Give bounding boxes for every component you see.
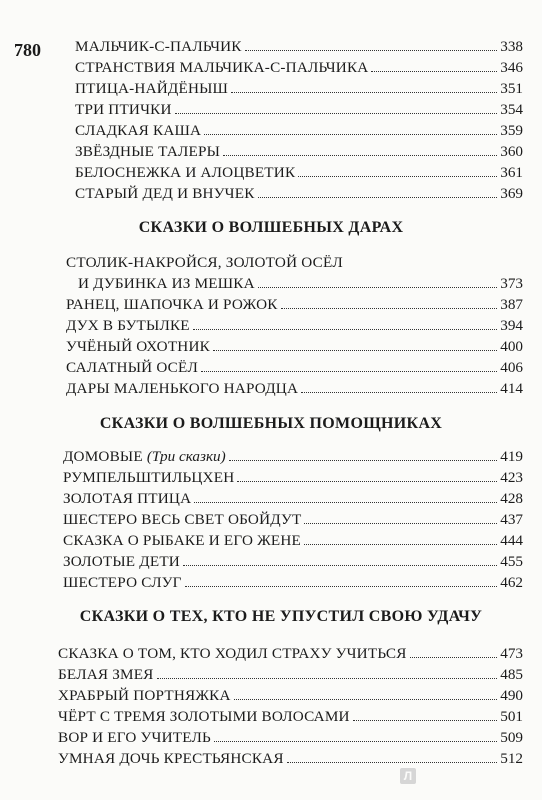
entry-title: ДОМОВЫЕ [63,448,143,465]
toc-entry [58,749,523,768]
entry-note: (Три сказки) [146,448,226,465]
toc-entry [58,644,523,663]
dot-leader [213,350,497,351]
entry-page-number: 462 [500,574,523,591]
entry-title: СЛАДКАЯ КАША [75,122,202,139]
entry-page-number: 444 [500,532,523,549]
dot-leader [258,287,497,288]
toc-entry [63,447,523,466]
dot-leader [353,720,498,721]
entry-title: ХРАБРЫЙ ПОРТНЯЖКА [58,687,231,704]
entry-title: САЛАТНЫЙ ОСЁЛ [66,359,198,376]
entry-title: ПТИЦА-НАЙДЁНЫШ [75,80,229,97]
toc-entry [66,358,523,377]
entry-title: ЧЁРТ С ТРЕМЯ ЗОЛОТЫМИ ВОЛОСАМИ [58,708,350,725]
toc-entry [58,686,523,705]
dot-leader [371,71,497,72]
dot-leader [245,50,498,51]
dot-leader [229,460,498,461]
toc-entry [66,379,523,398]
dot-leader [237,481,497,482]
dot-leader [223,155,497,156]
entry-title: СТАРЫЙ ДЕД И ВНУЧЕК [75,185,255,202]
page-number: 780 [14,40,41,60]
toc-entry [63,531,523,550]
toc-entry [75,121,523,140]
entry-page-number: 387 [500,296,523,313]
toc-entry [58,707,523,726]
dot-leader [194,502,497,503]
toc-entry [63,489,523,508]
dot-leader [214,741,497,742]
entry-title: ЗВЁЗДНЫЕ ТАЛЕРЫ [75,143,221,160]
entry-title: БЕЛОСНЕЖКА И АЛОЦВЕТИК [75,164,296,181]
entry-page-number: 406 [500,359,523,376]
entry-title: СКАЗКА О ТОМ, КТО ХОДИЛ СТРАХУ УЧИТЬСЯ [58,645,407,662]
entry-title-line1: СТОЛИК-НАКРОЙСЯ, ЗОЛОТОЙ ОСЁЛ [66,254,343,271]
dot-leader [304,523,497,524]
entry-title: УМНАЯ ДОЧЬ КРЕСТЬЯНСКАЯ [58,750,284,767]
toc-entry [63,468,523,487]
dot-leader [301,392,497,393]
entry-title: ДУХ В БУТЫЛКЕ [66,317,190,334]
entry-title: ЗОЛОТАЯ ПТИЦА [63,490,192,507]
entry-page-number: 346 [500,59,523,76]
entry-page-number: 501 [500,708,523,725]
entry-page-number: 351 [500,80,523,97]
dot-leader [410,657,498,658]
entry-title: СТРАНСТВИЯ МАЛЬЧИКА-С-ПАЛЬЧИКА [75,59,369,76]
entry-title: УЧЁНЫЙ ОХОТНИК [66,338,210,355]
entry-page-number: 485 [500,666,523,683]
entry-page-number: 490 [500,687,523,704]
watermark-logo-icon: Л [400,768,416,784]
entry-page-number: 414 [500,380,523,397]
dot-leader [183,565,497,566]
dot-leader [298,176,497,177]
toc-entry [66,316,523,335]
entry-title: БЕЛАЯ ЗМЕЯ [58,666,154,683]
entry-title: ТРИ ПТИЧКИ [75,101,172,118]
section-heading: СКАЗКИ О ТЕХ, КТО НЕ УПУСТИЛ СВОЮ УДАЧУ [79,608,483,625]
dot-leader [258,197,498,198]
toc-entry [63,510,523,529]
dot-leader [281,308,498,309]
toc-entry [63,573,523,592]
dot-leader [175,113,498,114]
entry-page-number: 473 [500,645,523,662]
dot-leader [157,678,498,679]
dot-leader [185,586,498,587]
entry-page-number: 419 [500,448,523,465]
dot-leader [287,762,498,763]
dot-leader [231,92,497,93]
entry-page-number: 359 [500,122,523,139]
toc-entry [58,728,523,747]
entry-title: СКАЗКА О РЫБАКЕ И ЕГО ЖЕНЕ [63,532,302,549]
entry-title: ВОР И ЕГО УЧИТЕЛЬ [58,729,211,746]
section-heading: СКАЗКИ О ВОЛШЕБНЫХ ПОМОЩНИКАХ [99,415,443,432]
entry-title: ШЕСТЕРО ВЕСЬ СВЕТ ОБОЙДУТ [63,511,302,528]
entry-page-number: 428 [500,490,523,507]
entry-title: ЗОЛОТЫЕ ДЕТИ [63,553,180,570]
entry-page-number: 509 [500,729,523,746]
entry-title: ШЕСТЕРО СЛУГ [63,574,182,591]
dot-leader [234,699,498,700]
entry-title: РУМПЕЛЬШТИЛЬЦХЕН [63,469,235,486]
toc-entry [75,163,523,182]
dot-leader [201,371,497,372]
entry-page-number: 455 [500,553,523,570]
toc-entry [75,79,523,98]
toc-entry [75,184,523,203]
toc-entry [66,295,523,314]
toc-entry [63,552,523,571]
dot-leader [304,544,497,545]
dot-leader [204,134,497,135]
toc-entry [66,337,523,356]
entry-title: ДАРЫ МАЛЕНЬКОГО НАРОДЦА [66,380,299,397]
toc-entry [75,100,523,119]
entry-page-number: 361 [500,164,523,181]
entry-title: МАЛЬЧИК-С-ПАЛЬЧИК [75,38,242,55]
section-heading: СКАЗКИ О ВОЛШЕБНЫХ ДАРАХ [138,219,404,236]
entry-title: РАНЕЦ, ШАПОЧКА И РОЖОК [66,296,278,313]
entry-title: И ДУБИНКА ИЗ МЕШКА [78,275,255,292]
entry-page-number: 400 [500,338,523,355]
entry-page-number: 373 [500,275,523,292]
dot-leader [193,329,497,330]
entry-page-number: 437 [500,511,523,528]
toc-entry [75,58,523,77]
entry-page-number: 360 [500,143,523,160]
toc-entry [58,665,523,684]
entry-page-number: 512 [500,750,523,767]
entry-page-number: 338 [500,38,523,55]
toc-entry [75,37,523,56]
toc-entry [78,274,523,293]
toc-entry [75,142,523,161]
entry-page-number: 423 [500,469,523,486]
toc-entry-line1 [66,253,343,272]
entry-page-number: 394 [500,317,523,334]
entry-page-number: 369 [500,185,523,202]
entry-page-number: 354 [500,101,523,118]
